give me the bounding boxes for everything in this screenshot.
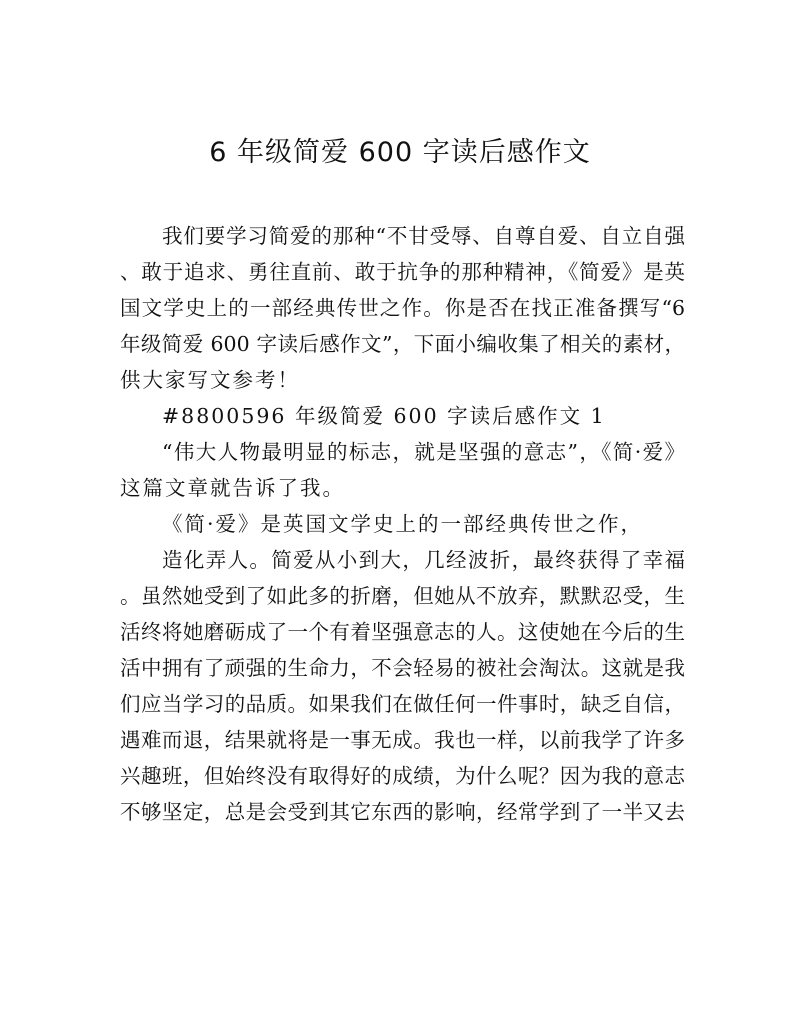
text-line: 供大家写文参考！ <box>120 368 300 392</box>
text-line: “伟大人物最明显的标志，就是坚强的意志”，《简·爱》 <box>162 440 685 464</box>
text-line: 这篇文章就告诉了我。 <box>120 476 345 500</box>
text-line: 我们要学习简爱的那种“不甘受辱、自尊自爱、自立自强 <box>162 224 685 248</box>
document-body <box>120 218 685 830</box>
text-line: 活终将她磨砺成了一个有着坚强意志的人。这使她在今后的生 <box>120 620 685 644</box>
text-line: 遇难而退，结果就将是一事无成。我也一样，以前我学了许多 <box>120 728 685 752</box>
text-line: 不够坚定，总是会受到其它东西的影响，经常学到了一半又去 <box>120 800 685 824</box>
text-line: 国文学史上的一部经典传世之作。你是否在找正准备撰写“6 <box>120 296 685 320</box>
document-title: 6 年级简爱 600 字读后感作文 <box>209 137 591 168</box>
text-line: 活中拥有了顽强的生命力，不会轻易的被社会淘汰。这就是我 <box>120 656 685 680</box>
text-line: 造化弄人。简爱从小到大，几经波折，最终获得了幸福 <box>162 548 685 572</box>
text-line: #8800596 年级简爱 600 字读后感作文 1 <box>162 404 606 428</box>
text-line: 兴趣班，但始终没有取得好的成绩，为什么呢？因为我的意志 <box>120 764 685 788</box>
text-line: 年级简爱 600 字读后感作文”，下面小编收集了相关的素材， <box>120 332 685 356</box>
text-line: 《简·爱》是英国文学史上的一部经典传世之作， <box>162 512 644 536</box>
text-line: 。虽然她受到了如此多的折磨，但她从不放弃，默默忍受，生 <box>120 584 685 608</box>
text-line: 、敢于追求、勇往直前、敢于抗争的那种精神，《简爱》是英 <box>120 260 685 284</box>
text-line: 们应当学习的品质。如果我们在做任何一件事时，缺乏自信， <box>120 692 685 716</box>
